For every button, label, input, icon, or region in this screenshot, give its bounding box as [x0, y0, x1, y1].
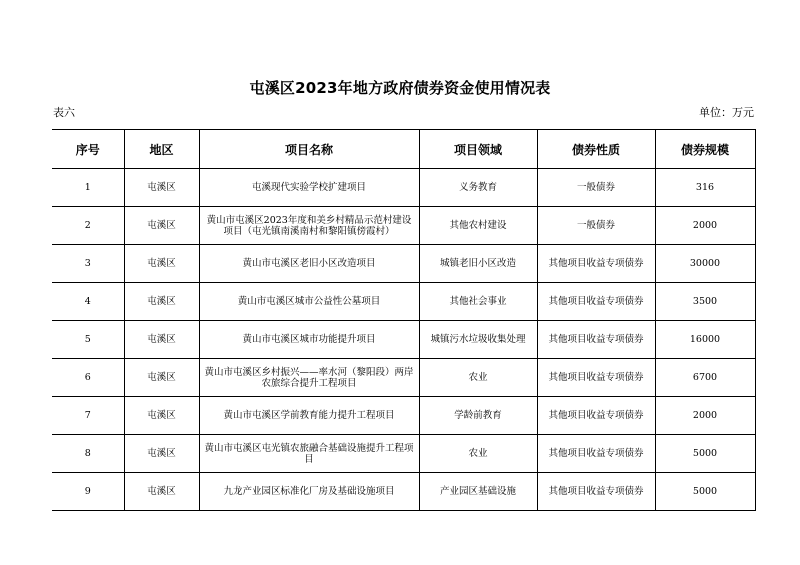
cell-project-name: 黄山市屯溪区城市功能提升项目 — [199, 321, 419, 359]
cell-region: 屯溪区 — [124, 245, 199, 283]
header-project-field: 项目领域 — [419, 130, 537, 169]
cell-project-name: 黄山市屯溪区乡村振兴——率水河（黎阳段）两岸农旅综合提升工程项目 — [199, 359, 419, 397]
cell-region: 屯溪区 — [124, 283, 199, 321]
cell-bond-amount: 3500 — [655, 283, 755, 321]
header-project-name: 项目名称 — [199, 130, 419, 169]
cell-bond-amount: 2000 — [655, 207, 755, 245]
unit-label: 单位：万元 — [699, 106, 754, 119]
cell-project-field: 学龄前教育 — [419, 397, 537, 435]
header-bond-type: 债券性质 — [537, 130, 655, 169]
cell-index: 2 — [52, 207, 124, 245]
cell-index: 6 — [52, 359, 124, 397]
cell-project-field: 义务教育 — [419, 169, 537, 207]
cell-bond-type: 其他项目收益专项债券 — [537, 473, 655, 511]
bond-usage-table — [52, 129, 756, 511]
cell-bond-amount: 6700 — [655, 359, 755, 397]
cell-index: 9 — [52, 473, 124, 511]
table-row — [52, 435, 755, 473]
cell-bond-type: 其他项目收益专项债券 — [537, 435, 655, 473]
cell-bond-type: 一般债券 — [537, 169, 655, 207]
cell-region: 屯溪区 — [124, 321, 199, 359]
cell-bond-amount: 316 — [655, 169, 755, 207]
cell-index: 1 — [52, 169, 124, 207]
cell-index: 5 — [52, 321, 124, 359]
cell-project-field: 城镇老旧小区改造 — [419, 245, 537, 283]
table-row — [52, 321, 755, 359]
table-header-row — [52, 130, 755, 169]
table-row — [52, 283, 755, 321]
cell-bond-amount: 16000 — [655, 321, 755, 359]
cell-bond-type: 其他项目收益专项债券 — [537, 397, 655, 435]
cell-project-field: 农业 — [419, 435, 537, 473]
cell-project-field: 农业 — [419, 359, 537, 397]
table-row — [52, 359, 755, 397]
cell-index: 8 — [52, 435, 124, 473]
cell-project-name: 黄山市屯溪区城市公益性公墓项目 — [199, 283, 419, 321]
cell-project-name: 黄山市屯溪区2023年度和美乡村精品示范村建设项目（屯光镇南溪南村和黎阳镇傍霞村） — [199, 207, 419, 245]
cell-project-name: 黄山市屯溪区屯光镇农旅融合基础设施提升工程项目 — [199, 435, 419, 473]
cell-bond-type: 其他项目收益专项债券 — [537, 359, 655, 397]
cell-region: 屯溪区 — [124, 359, 199, 397]
cell-bond-type: 其他项目收益专项债券 — [537, 321, 655, 359]
cell-region: 屯溪区 — [124, 397, 199, 435]
cell-bond-type: 其他项目收益专项债券 — [537, 283, 655, 321]
cell-project-field: 城镇污水垃圾收集处理 — [419, 321, 537, 359]
cell-region: 屯溪区 — [124, 435, 199, 473]
table-row — [52, 397, 755, 435]
cell-project-field: 其他农村建设 — [419, 207, 537, 245]
cell-region: 屯溪区 — [124, 169, 199, 207]
cell-bond-type: 其他项目收益专项债券 — [537, 245, 655, 283]
table-label: 表六 — [53, 106, 75, 119]
table-row — [52, 473, 755, 511]
cell-region: 屯溪区 — [124, 473, 199, 511]
header-index: 序号 — [52, 130, 124, 169]
cell-bond-amount: 2000 — [655, 397, 755, 435]
cell-project-field: 其他社会事业 — [419, 283, 537, 321]
cell-region: 屯溪区 — [124, 207, 199, 245]
cell-project-name: 九龙产业园区标准化厂房及基础设施项目 — [199, 473, 419, 511]
cell-project-name: 黄山市屯溪区老旧小区改造项目 — [199, 245, 419, 283]
page-title: 屯溪区2023年地方政府债券资金使用情况表 — [249, 79, 551, 97]
cell-bond-amount: 5000 — [655, 435, 755, 473]
cell-index: 3 — [52, 245, 124, 283]
cell-index: 7 — [52, 397, 124, 435]
cell-project-name: 黄山市屯溪区学前教育能力提升工程项目 — [199, 397, 419, 435]
cell-project-field: 产业园区基础设施 — [419, 473, 537, 511]
cell-bond-type: 一般债券 — [537, 207, 655, 245]
cell-bond-amount: 30000 — [655, 245, 755, 283]
header-bond-amount: 债券规模 — [655, 130, 755, 169]
cell-index: 4 — [52, 283, 124, 321]
table-row — [52, 169, 755, 207]
table-row — [52, 207, 755, 245]
header-region: 地区 — [124, 130, 199, 169]
table-row — [52, 245, 755, 283]
cell-bond-amount: 5000 — [655, 473, 755, 511]
cell-project-name: 屯溪现代实验学校扩建项目 — [199, 169, 419, 207]
